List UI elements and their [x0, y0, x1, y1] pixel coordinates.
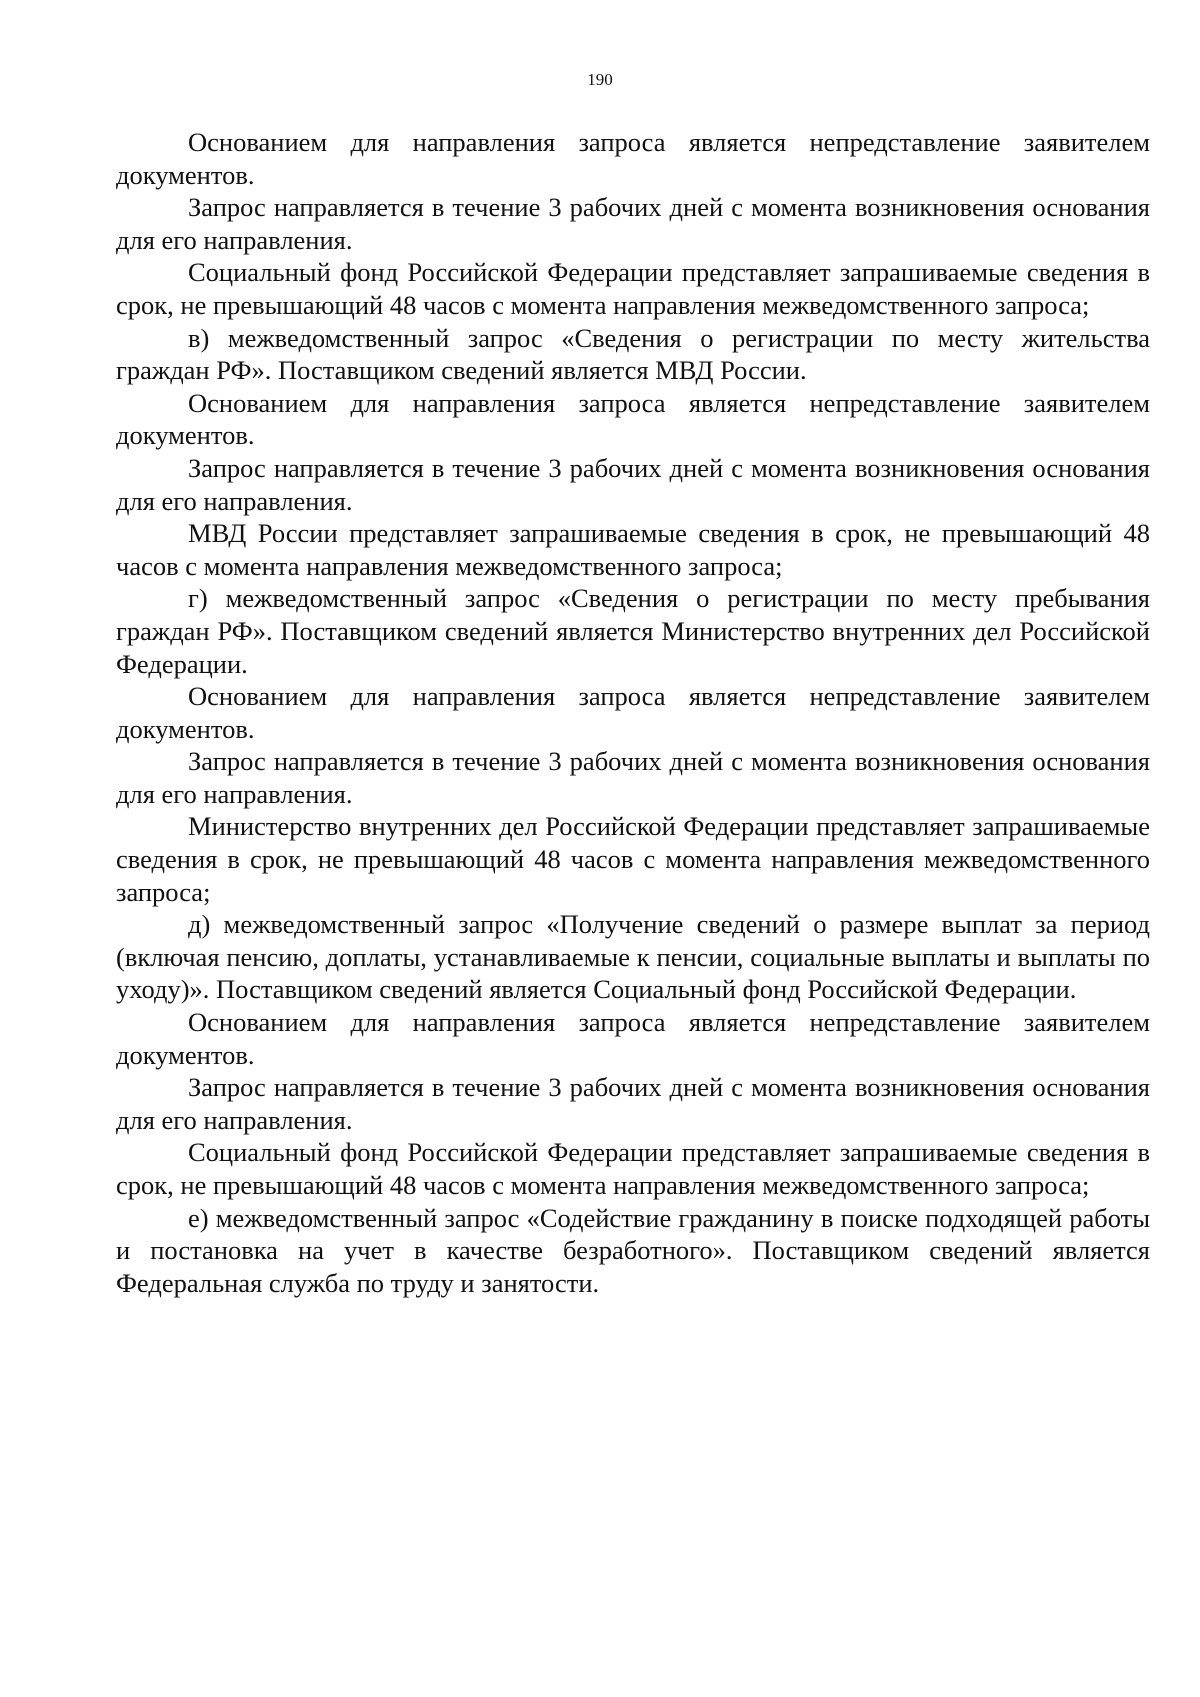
paragraph: МВД России представляет запрашиваемые сведения в срок, не превышающий 48 часов с момента направления межведомственного запроса; [116, 518, 1150, 581]
paragraph: Запрос направляется в течение 3 рабочих дней с момента возникновения основания для его направления. [116, 1072, 1150, 1135]
paragraph: Запрос направляется в течение 3 рабочих дней с момента возникновения основания для его направления. [116, 452, 1150, 516]
page-number: 190 [587, 70, 613, 89]
paragraph: д) межведомственный запрос «Получение сведений о размере выплат за период (включая пенсию, доплаты, устанавливаемые к пенсии, социальные выплаты и выплаты по уходу)». Поставщиком сведений является Социальный фонд Российской Федерации. [116, 909, 1150, 1005]
paragraph: Основанием для направления запроса является непредставление заявителем документов. [116, 681, 1150, 744]
paragraph: Социальный фонд Российской Федерации представляет запрашиваемые сведения в срок, не превышающий 48 часов с момента направления межведомственного запроса; [116, 1137, 1150, 1200]
paragraph: Запрос направляется в течение 3 рабочих дней с момента возникновения основания для его направления. [116, 192, 1150, 255]
paragraph: Министерство внутренних дел Российской Федерации представляет запрашиваемые сведения в срок, не превышающий 48 часов с момента направления межведомственного запроса; [116, 811, 1150, 907]
paragraph: е) межведомственный запрос «Содействие гражданину в поиске подходящей работы и постановка на учет в качестве безработного». Поставщиком сведений является Федеральная служба по труду и занятости. [116, 1202, 1150, 1298]
paragraph: в) межведомственный запрос «Сведения о регистрации по месту жительства граждан РФ». Поставщиком сведений является МВД России. [116, 322, 1150, 386]
paragraph: Основанием для направления запроса является непредставление заявителем документов. [116, 1007, 1150, 1070]
paragraph: Основанием для направления запроса является непредставление заявителем документов. [116, 127, 1150, 190]
document-body [116, 126, 1150, 1299]
paragraph: Социальный фонд Российской Федерации представляет запрашиваемые сведения в срок, не превышающий 48 часов с момента направления межведомственного запроса; [116, 257, 1150, 320]
paragraph: Запрос направляется в течение 3 рабочих дней с момента возникновения основания для его направления. [116, 746, 1150, 809]
paragraph: Основанием для направления запроса является непредставление заявителем документов. [116, 387, 1150, 451]
paragraph: г) межведомственный запрос «Сведения о регистрации по месту пребывания граждан РФ». Поставщиком сведений является Министерство внутренних дел Российской Федерации. [116, 583, 1150, 679]
